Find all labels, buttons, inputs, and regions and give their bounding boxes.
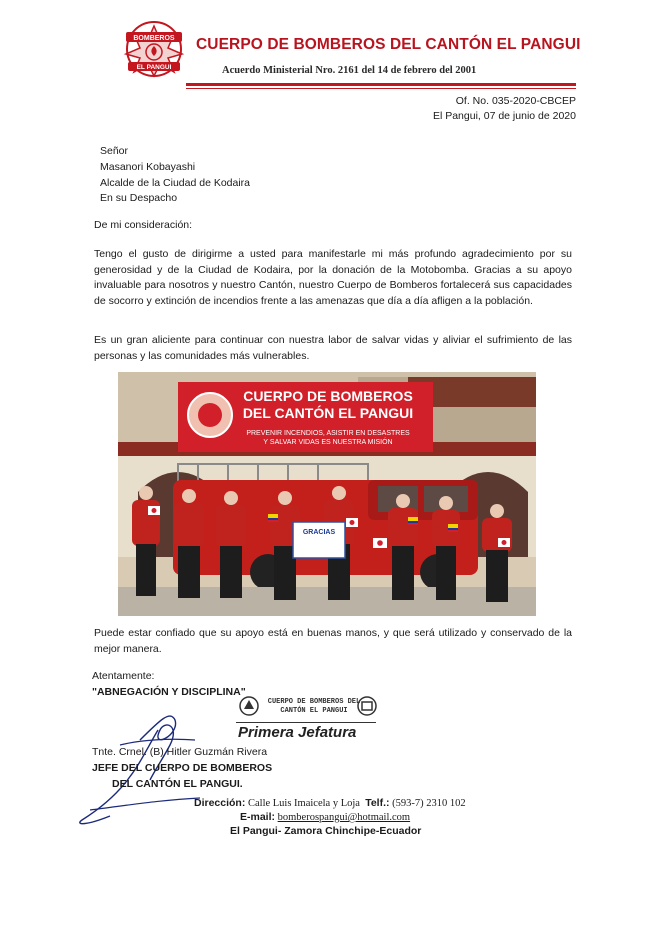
- stamp-divider: [236, 722, 376, 723]
- recipient-salutation: Señor: [100, 145, 129, 157]
- logo-text-bottom: EL PANGUI: [136, 64, 172, 71]
- footer-email: [240, 811, 410, 823]
- firefighters-photo: [118, 372, 536, 616]
- office-number: Of. No. 035-2020-CBCEP: [455, 95, 576, 107]
- header-rule-thin: [186, 88, 576, 89]
- phone-value: (593-7) 2310 102: [392, 798, 466, 809]
- farewell: Atentamente:: [92, 670, 155, 682]
- location-text: El Pangui- Zamora Chinchipe-Ecuador: [230, 825, 422, 837]
- footer-address: [194, 797, 466, 809]
- paragraph-2: Es un gran aliciente para continuar con nuestra labor de salvar vidas y aliviar el sufrimiento de las personas y las comunidades más vulnerables.: [94, 334, 572, 362]
- recipient-title: Alcalde de la Ciudad de Kodaira: [100, 177, 251, 189]
- footer-location: [230, 825, 421, 837]
- signer-role-line-2: DEL CANTÓN EL PANGUI.: [112, 778, 243, 790]
- email-link[interactable]: bomberospangui@hotmail.com: [277, 812, 411, 823]
- motto: "ABNEGACIÓN Y DISCIPLINA": [92, 686, 246, 698]
- recipient-name: Masanori Kobayashi: [100, 161, 196, 173]
- banner-title-line2: DEL CANTÓN EL PANGUI: [242, 405, 414, 421]
- stamp-line-2: CANTÓN EL PANGUI: [280, 707, 348, 715]
- ministerial-agreement: Acuerdo Ministerial Nro. 2161 del 14 de febrero del 2001: [222, 65, 477, 76]
- organization-title: CUERPO DE BOMBEROS DEL CANTÓN EL PANGUI: [196, 36, 581, 53]
- signer-name: Tnte. Crnel. (B) Hitler Guzmán Rivera: [92, 746, 268, 758]
- email-label: E-mail:: [240, 811, 276, 823]
- place-date: El Pangui, 07 de junio de 2020: [432, 110, 576, 122]
- phone-label: Telf.:: [365, 797, 390, 809]
- signer-role-line-1: JEFE DEL CUERPO DE BOMBEROS: [92, 762, 273, 774]
- stamp-line-1: CUERPO DE BOMBEROS DEL: [267, 698, 361, 706]
- header-rule: [186, 83, 576, 86]
- recipient-office: En su Despacho: [100, 192, 178, 204]
- thanks-sign: GRACIAS: [302, 529, 336, 536]
- stamp-text: [262, 698, 366, 716]
- banner-title-line1: CUERPO DE BOMBEROS: [243, 388, 413, 404]
- stamp-emblem-left-icon: [238, 695, 260, 717]
- banner-motto-line1: PREVENIR INCENDIOS, ASISTIR EN DESASTRES: [246, 430, 410, 437]
- stamp-emblem-right-icon: [356, 695, 378, 717]
- paragraph-1: Tengo el gusto de dirigirme a usted para manifestarle mi más profundo agradecimiento por su generosidad y de la Ciudad de Kodaira, por la donación de la Motobomba. Gracias a su apoyo invaluable para nosotros y nuestro Cantón, nuestro Cuerpo de Bomberos fortalecerá sus capacidades de socorro y extinción de incendios frente a las amenazas que día a día afligen a la población.: [94, 248, 572, 307]
- banner-motto-line2: Y SALVAR VIDAS ES NUESTRA MISIÓN: [263, 439, 393, 446]
- stamp-title: Primera Jefatura: [238, 724, 357, 741]
- address-value: Calle Luis Imaicela y Loja: [247, 798, 360, 809]
- address-label: Dirección:: [194, 797, 246, 809]
- logo-text-top: BOMBEROS: [133, 35, 175, 42]
- greeting: De mi consideración:: [94, 219, 193, 231]
- paragraph-3: Puede estar confiado que su apoyo está en buenas manos, y que será utilizado y conservado de la mejor manera.: [94, 627, 572, 655]
- firefighter-emblem-icon: [120, 20, 188, 78]
